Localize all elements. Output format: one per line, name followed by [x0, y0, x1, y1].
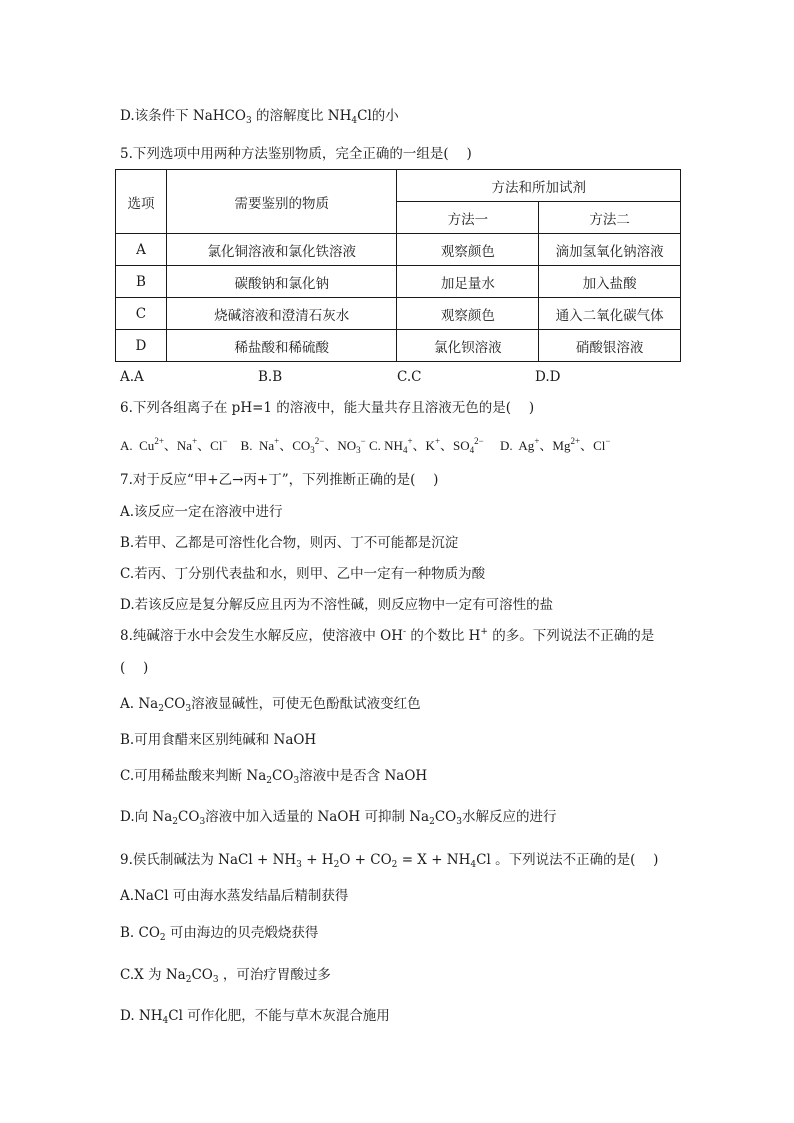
cell-method-1: 观察颜色 — [397, 298, 539, 330]
cell-substance: 碳酸钠和氯化钠 — [166, 266, 397, 298]
q6-stem: 6.下列各组离子在 pH=1 的溶液中，能大量共存且溶液无色的是( ) — [120, 400, 535, 416]
cell-option: A — [116, 234, 167, 266]
q4-option-d: D.该条件下 NaHCO$_3$ 的溶解度比 $NH_4Cl$的小 — [120, 108, 399, 126]
q6-option-a: A. $Cu^{2+}$、Na+、Cl− — [120, 436, 228, 453]
header-option: 选项 — [116, 170, 167, 234]
q5-table — [115, 169, 681, 362]
q9-option-d: D. $NH_4Cl$ 可作化肥，不能与草木灰混合施用 — [120, 1008, 390, 1026]
cell-method-1: 加足量水 — [397, 266, 539, 298]
q5-option-a: A.A — [120, 369, 144, 385]
table-header-row — [116, 170, 681, 202]
cell-method-2: 加入盐酸 — [539, 266, 681, 298]
cell-substance: 烧碱溶液和澄清石灰水 — [166, 298, 397, 330]
header-method-1: 方法一 — [397, 202, 539, 234]
table-row — [116, 298, 681, 330]
q5-option-d: D.D — [535, 369, 561, 385]
cell-method-2: 硝酸银溶液 — [539, 330, 681, 362]
cell-option: C — [116, 298, 167, 330]
q5-stem: 5.下列选项中用两种方法鉴别物质，完全正确的一组是( ) — [120, 146, 472, 162]
q8-option-d: D.向 $Na_2CO_3$溶液中加入适量的 NaOH 可抑制 $Na_2CO_3$水解反应的进行 — [120, 809, 557, 827]
header-method-2: 方法二 — [539, 202, 681, 234]
header-substance: 需要鉴别的物质 — [166, 170, 397, 234]
q5-option-b: B.B — [258, 369, 283, 385]
table-row — [116, 266, 681, 298]
table-row — [116, 330, 681, 362]
q9-option-c: C.X 为 $Na_2CO_3$ ，可治疗胃酸过多 — [120, 967, 331, 985]
q9-stem: 9.侯氏制碱法为 NaCl + $NH_3 + H_2O + CO_2 = X + NH_4Cl$ 。下列说法不正确的是( ) — [120, 852, 659, 870]
q9-option-b: B. $CO_2$ 可由海边的贝壳煅烧获得 — [120, 925, 319, 943]
cell-option: B — [116, 266, 167, 298]
header-method: 方法和所加试剂 — [397, 170, 681, 202]
q8-answer-paren: ( ) — [120, 660, 149, 676]
q7-option-c: C.若丙、丁分别代表盐和水，则甲、乙中一定有一种物质为酸 — [120, 566, 486, 582]
cell-method-1: 氯化钡溶液 — [397, 330, 539, 362]
q6-option-b: B. Na+、$CO_3^{2-}$、$NO_3^-$ — [240, 436, 366, 455]
q7-option-d: D.若该反应是复分解反应且丙为不溶性碱，则反应物中一定有可溶性的盐 — [120, 597, 554, 613]
q8-option-a: A. $Na_2CO_3$溶液显碱性，可使无色酚酞试液变红色 — [120, 696, 421, 714]
cell-substance: 氯化铜溶液和氯化铁溶液 — [166, 234, 397, 266]
q7-option-b: B.若甲、乙都是可溶性化合物，则丙、丁不可能都是沉淀 — [120, 535, 459, 551]
q6-option-c: C. $NH_4^+$、K+、$SO_4^{2-}$ — [369, 436, 484, 455]
q8-option-b: B.可用食醋来区别纯碱和 NaOH — [120, 732, 317, 748]
cell-substance: 稀盐酸和稀硫酸 — [166, 330, 397, 362]
q8-stem: 8.纯碱溶于水中会发生水解反应，使溶液中 OH- 的个数比 H+ 的多。下列说法不正确的是 — [120, 627, 655, 644]
q6-options — [120, 436, 610, 456]
q8-option-c: C.可用稀盐酸来判断 $Na_2CO_3$溶液中是否含 NaOH — [120, 768, 428, 786]
table-row — [116, 234, 681, 266]
q6-option-d: D. Ag+、$Mg^{2+}$、Cl− — [499, 436, 611, 453]
cell-method-2: 通入二氧化碳气体 — [539, 298, 681, 330]
q9-option-a: A.NaCl 可由海水蒸发结晶后精制获得 — [120, 888, 349, 904]
cell-option: D — [116, 330, 167, 362]
q7-stem: 7.对于反应“甲+乙→丙+丁”，下列推断正确的是( ) — [120, 472, 439, 488]
q5-option-c: C.C — [397, 369, 422, 385]
q7-option-a: A.该反应一定在溶液中进行 — [120, 504, 283, 520]
cell-method-2: 滴加氢氧化钠溶液 — [539, 234, 681, 266]
cell-method-1: 观察颜色 — [397, 234, 539, 266]
